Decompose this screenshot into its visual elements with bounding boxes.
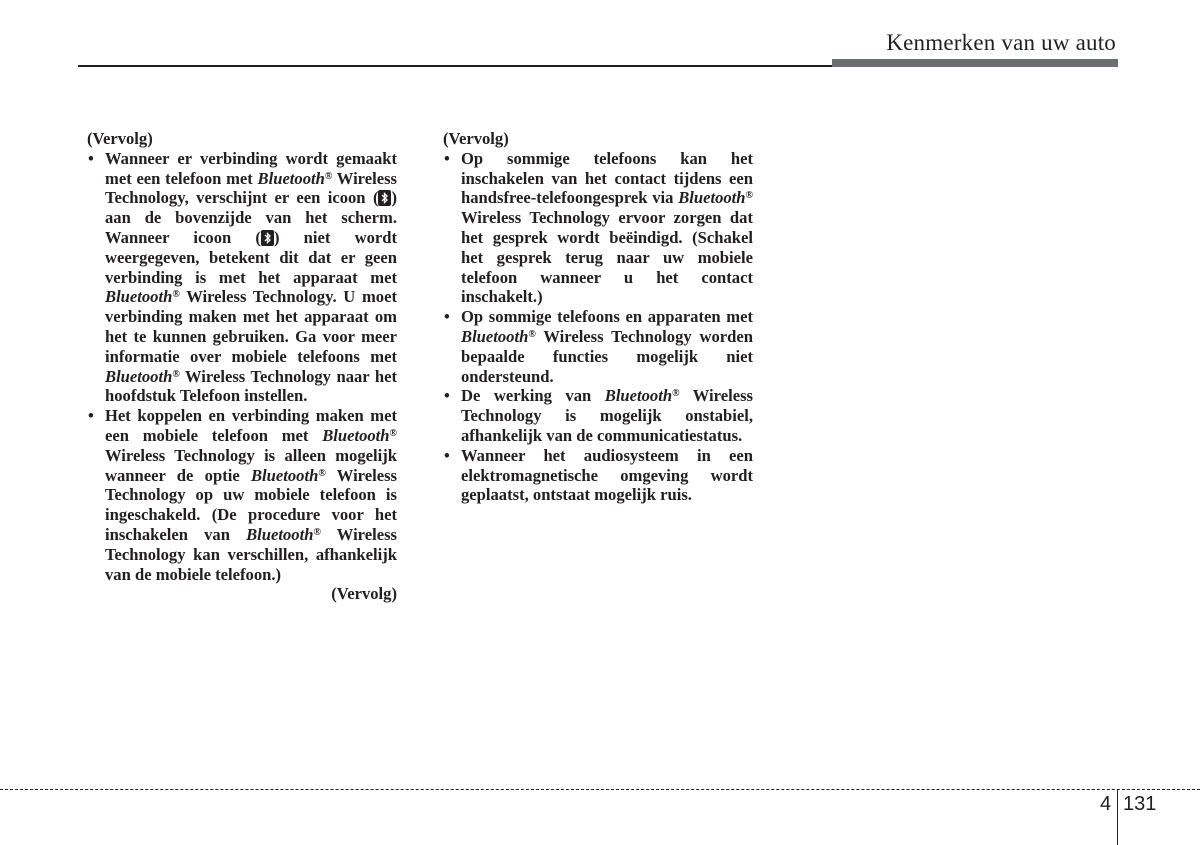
list-item: • Op sommige telefoons en apparaten met Bluetooth® Wireless Technology worden bepaalde functies mogelijk niet ondersteund. bbox=[443, 307, 753, 386]
list-item: • De werking van Bluetooth® Wireless Technology is mogelijk onstabiel, afhankelijk van de communicatiestatus. bbox=[443, 386, 753, 445]
left-column bbox=[87, 129, 397, 604]
list-item: • Op sommige telefoons kan het inschakelen van het contact tijdens een handsfree-telefoongesprek via Bluetooth® Wireless Technology ervoor zorgen dat het gesprek wordt beëindigd. (Schakel het gesprek terug naar uw mobiele telefoon wanneer u het contact inschakelt.) bbox=[443, 149, 753, 307]
right-column bbox=[443, 129, 753, 505]
header-accent-bar bbox=[832, 59, 1118, 67]
continued-label-bottom: (Vervolg) bbox=[331, 584, 397, 604]
bluetooth-icon bbox=[261, 230, 274, 246]
list-item: • Wanneer het audiosysteem in een elektromagnetische omgeving wordt geplaatst, ontstaat mogelijk ruis. bbox=[443, 446, 753, 505]
list-item: • Wanneer er verbinding wordt gemaakt met een telefoon met Bluetooth® Wireless Technology, verschijnt er een icoon ( ) aan de bovenzijde van het scherm. Wanneer icoon ( ) niet wordt weergegeven, betekent dit dat er geen verbinding is met het apparaat met Bluetooth® Wireless Technology. U moet verbinding maken met het apparaat om het te kunnen gebruiken. Ga voor meer informatie over mobiele telefoons met Bluetooth® Wireless Technology naar het hoofdstuk Telefoon instellen. bbox=[87, 149, 397, 406]
list-item: • Het koppelen en verbinding maken met een mobiele telefoon met Bluetooth® Wireless Technology is alleen mogelijk wanneer de optie Bluetooth® Wireless Technology op uw mobiele telefoon is ingeschakeld. (De procedure voor het inschakelen van Bluetooth® Wireless Technology kan verschillen, afhankelijk van de mobiele telefoon.) bbox=[87, 406, 397, 584]
continued-label-top: (Vervolg) bbox=[443, 129, 509, 148]
right-bullet-list bbox=[443, 149, 753, 505]
left-bullet-list bbox=[87, 149, 397, 585]
page-number-separator bbox=[1117, 790, 1118, 845]
header-rule bbox=[78, 65, 833, 67]
chapter-number: 4 bbox=[1100, 793, 1112, 815]
bluetooth-icon bbox=[378, 190, 391, 206]
page-number: 131 bbox=[1123, 793, 1157, 815]
footer-dashed-rule bbox=[0, 789, 1200, 790]
continued-label-top: (Vervolg) bbox=[87, 129, 153, 148]
page-header-title: Kenmerken van uw auto bbox=[886, 30, 1116, 55]
